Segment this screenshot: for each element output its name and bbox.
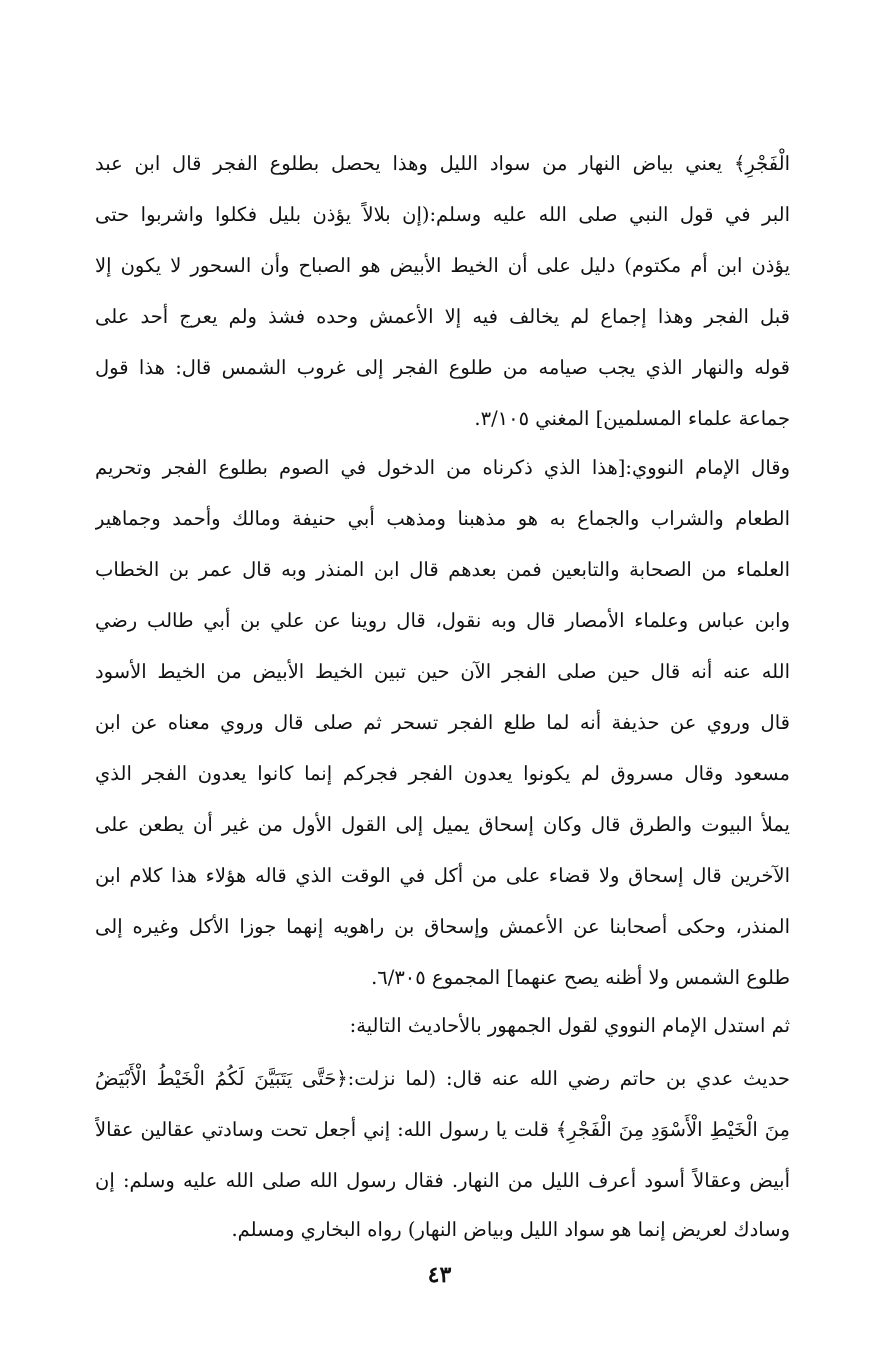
page-number: ٤٣ (427, 1262, 452, 1288)
text-line-2: البر في قول النبي صلى الله عليه وسلم:(إن بلالاً يؤذن بليل فكلوا واشربوا حتى (95, 203, 790, 226)
text-line-3: يؤذن ابن أم مكتوم) دليل على أن الخيط الأبيض هو الصباح وأن السحور لا يكون إلا (95, 254, 790, 277)
text-line-21: أبيض وعقالاً أسود أعرف الليل من النهار. فقال رسول الله صلى الله عليه وسلم: إن (95, 1169, 790, 1192)
text-line-22: وسادك لعريض إنما هو سواد الليل وبياض النهار) رواه البخاري ومسلم. (231, 1218, 790, 1241)
text-line-13: مسعود وقال مسروق لم يكونوا يعدون الفجر فجركم إنما كانوا يعدون الفجر الذي (95, 762, 790, 785)
text-line-15: الآخرين قال إسحاق ولا قضاء على من أكل في الوقت الذي قاله هؤلاء هذا كلام ابن (95, 864, 790, 887)
text-line-18: ثم استدل الإمام النووي لقول الجمهور بالأحاديث التالية: (349, 1014, 790, 1037)
text-line-4: قبل الفجر وهذا إجماع لم يخالف فيه إلا الأعمش وحده فشذ ولم يعرج أحد على (95, 305, 790, 328)
text-line-19: حديث عدي بن حاتم رضي الله عنه قال: (لما نزلت:﴿حَتَّى يَتَبَيَّنَ لَكُمُ الْخَيْطُ الْأَبْيَضُ (95, 1067, 790, 1090)
text-line-5: قوله والنهار الذي يجب صيامه من طلوع الفجر إلى غروب الشمس قال: هذا قول (95, 356, 790, 379)
text-line-10: وابن عباس وعلماء الأمصار قال وبه نقول، قال روينا عن علي بن أبي طالب رضي (95, 609, 790, 632)
page-body (95, 140, 790, 1260)
text-line-7: وقال الإمام النووي:[هذا الذي ذكرناه من الدخول في الصوم بطلوع الفجر وتحريم (95, 456, 790, 479)
text-line-17: طلوع الشمس ولا أظنه يصح عنهما] المجموع ٦/٣٠٥. (371, 966, 790, 989)
text-line-11: الله عنه أنه قال حين صلى الفجر الآن حين تبين الخيط الأبيض من الخيط الأسود (95, 660, 790, 683)
text-line-14: يملأ البيوت والطرق قال وكان إسحاق يميل إلى القول الأول من غير أن يطعن على (95, 813, 790, 836)
text-line-16: المنذر، وحكى أصحابنا عن الأعمش وإسحاق بن راهويه إنهما جوزا الأكل وغيره إلى (95, 915, 790, 938)
text-line-20: مِنَ الْخَيْطِ الْأَسْوَدِ مِنَ الْفَجْرِ﴾ قلت يا رسول الله: إني أجعل تحت وسادتي عقالين عقالاً (95, 1118, 790, 1141)
text-line-9: العلماء من الصحابة والتابعين فمن بعدهم قال ابن المنذر وبه قال عمر بن الخطاب (95, 558, 790, 581)
text-line-1: الْفَجْرِ﴾ يعني بياض النهار من سواد الليل وهذا يحصل بطلوع الفجر قال ابن عبد (95, 152, 790, 175)
text-line-12: قال وروي عن حذيفة أنه لما طلع الفجر تسحر ثم صلى قال وروي معناه عن ابن (95, 711, 790, 734)
text-line-6: جماعة علماء المسلمين] المغني ٣/١٠٥. (474, 407, 790, 430)
text-line-8: الطعام والشراب والجماع به هو مذهبنا ومذهب أبي حنيفة ومالك وأحمد وجماهير (95, 507, 790, 530)
